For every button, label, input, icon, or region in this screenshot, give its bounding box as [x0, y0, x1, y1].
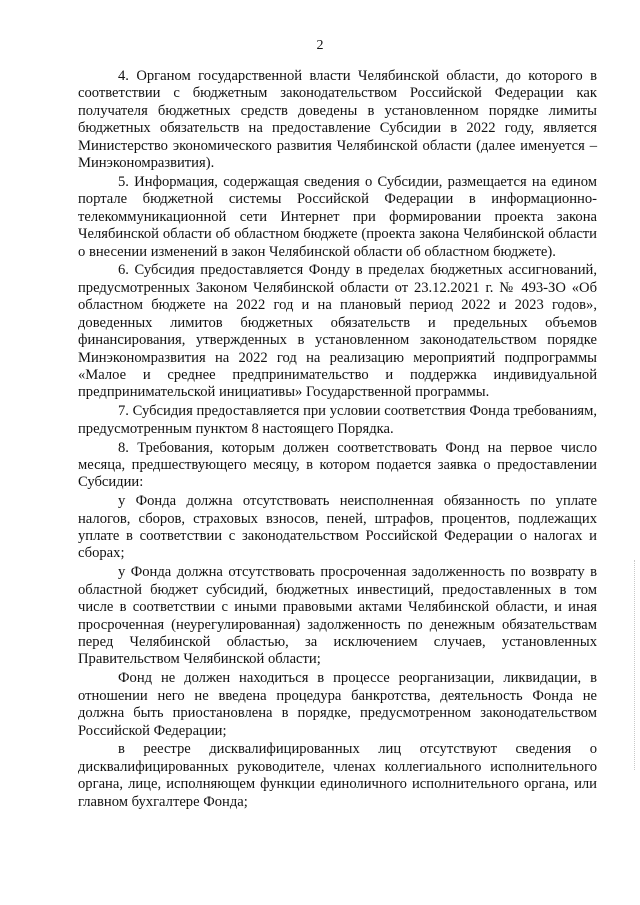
page-number: 2 [316, 38, 324, 53]
requirement-no-overdue-debt: у Фонда должна отсутствовать просроченная задолженность по возврату в областной бюджет субсидий, бюджетных инвестиций, предоставленных в том числе в соответствии с иными правовыми актами Челябинской области, и иная просроченная (неурегулированная) задолженность по денежным обязательствам перед Челябинской областью, за исключением случаев, установленных Правительством Челябинской области; [78, 564, 597, 668]
paragraph-5-information-publication: 5. Информация, содержащая сведения о Субсидии, размещается на едином портале бюджетной системы Российской Федерации в информационно-телекоммуникационной сети Интернет при формировании проекта закона Челябинской области об областном бюджете (проекта закона Челябинской области о внесении изменений в закон Челябинской области об областном бюджете). [78, 173, 597, 260]
paragraph-6-subsidy-provision: 6. Субсидия предоставляется Фонду в пределах бюджетных ассигнований, предусмотренных Законом Челябинской области от 23.12.2021 г. № 493-ЗО «Об областном бюджете на 2022 год и на плановый период 2022 и 2023 годов», доведенных лимитов бюджетных обязательств и предельных объемов финансирования, утвержденных в установленном законодательством порядке Минэкономразвития на 2022 год на реализацию мероприятий подпрограммы «Малое и среднее предпринимательство и поддержка индивидуальной предпринимательской инициативы» Государственной программы. [78, 262, 597, 401]
scan-edge-artifact [634, 560, 636, 770]
paragraph-4-responsible-authority: 4. Органом государственной власти Челябинской области, до которого в соответствии с бюджетным законодательством Российской Федерации как получателя бюджетных средств доведены в установленном порядке лимиты бюджетных обязательств на предоставление Субсидии в 2022 году, является Министерство экономического развития Челябинской области (далее именуется – Минэкономразвития). [78, 68, 597, 172]
requirement-no-reorganization: Фонд не должен находиться в процессе реорганизации, ликвидации, в отношении него не введена процедура банкротства, деятельность Фонда не должна быть приостановлена в порядке, предусмотренном законодательством Российской Федерации; [78, 670, 597, 739]
requirement-no-disqualified-persons: в реестре дисквалифицированных лиц отсутствуют сведения о дисквалифицированных руководителе, членах коллегиального исполнительного органа, лице, исполняющем функции единоличного исполнительного органа, или главном бухгалтере Фонда; [78, 741, 597, 810]
paragraph-8-requirements: 8. Требования, которым должен соответствовать Фонд на первое число месяца, предшествующего месяцу, в котором подается заявка о предоставлении Субсидии: [78, 439, 597, 491]
document-body [78, 68, 597, 813]
paragraph-7-subsidy-condition: 7. Субсидия предоставляется при условии соответствия Фонда требованиям, предусмотренным пунктом 8 настоящего Порядка. [78, 403, 597, 437]
requirement-no-tax-debt: у Фонда должна отсутствовать неисполненная обязанность по уплате налогов, сборов, страховых взносов, пеней, штрафов, процентов, подлежащих уплате в соответствии с законодательством Российской Федерации о налогах и сборах; [78, 493, 597, 562]
